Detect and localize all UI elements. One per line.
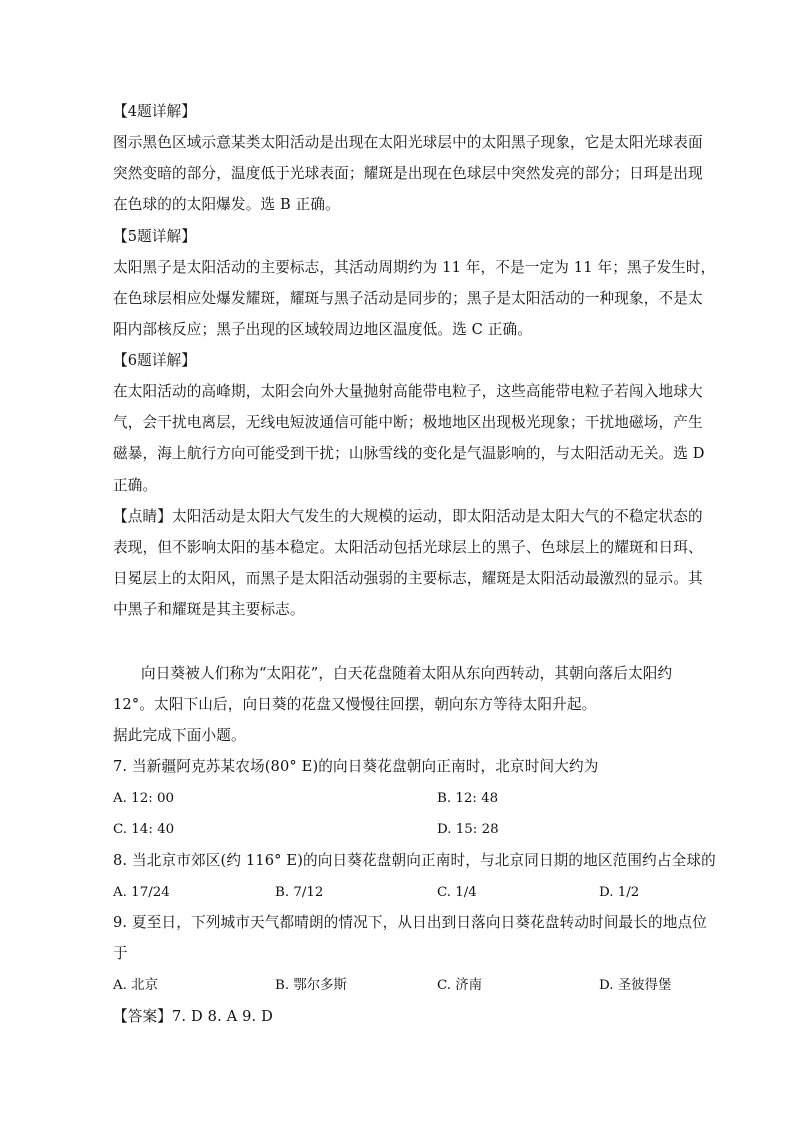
passage-instruction: 据此完成下面小题。 bbox=[113, 727, 246, 744]
note-line-1: 【点睛】太阳活动是太阳大气发生的大规模的运动，即太阳活动是太阳大气的不稳定状态的 bbox=[113, 508, 703, 525]
q6-heading: 【6题详解】 bbox=[113, 352, 197, 369]
q4-heading: 【4题详解】 bbox=[113, 103, 197, 120]
q9-stem-2: 于 bbox=[113, 945, 128, 962]
q8-option-c: C. 1/4 bbox=[437, 885, 477, 900]
q5-heading: 【5题详解】 bbox=[113, 228, 197, 245]
passage-line-1: 向日葵被人们称为“太阳花”，白天花盘随着太阳从东向西转动，其朝向落后太阳约 bbox=[141, 665, 673, 682]
q6-line-3: 磁暴，海上航行方向可能受到干扰；山脉雪线的变化是气温影响的，与太阳活动无关。选 D bbox=[113, 445, 705, 462]
q8-option-a: A. 17/24 bbox=[113, 885, 170, 900]
q9-option-c: C. 济南 bbox=[437, 978, 483, 993]
q9-option-b: B. 鄂尔多斯 bbox=[275, 978, 347, 993]
q5-line-3: 阳内部核反应；黑子出现的区域较周边地区温度低。选 C 正确。 bbox=[113, 321, 532, 338]
note-line-3: 日冕层上的太阳风，而黑子是太阳活动强弱的主要标志，耀斑是太阳活动最激烈的显示。其 bbox=[113, 570, 703, 587]
q9-option-d: D. 圣彼得堡 bbox=[599, 978, 672, 993]
q5-line-1: 太阳黑子是太阳活动的主要标志，其活动周期约为 11 年，不是一定为 11 年；黑子发生时， bbox=[113, 259, 716, 276]
q7-option-c: C. 14: 40 bbox=[113, 822, 175, 837]
q4-line-1: 图示黑色区域示意某类太阳活动是出现在太阳光球层中的太阳黑子现象，它是太阳光球表面 bbox=[113, 134, 703, 151]
q7-option-b: B. 12: 48 bbox=[437, 791, 499, 806]
q9-option-a: A. 北京 bbox=[113, 978, 158, 993]
q7-option-a: A. 12: 00 bbox=[113, 791, 175, 806]
note-line-4: 中黑子和耀斑是其主要标志。 bbox=[113, 601, 305, 618]
q7-stem: 7. 当新疆阿克苏某农场(80° E)的向日葵花盘朝向正南时，北京时间大约为 bbox=[113, 758, 599, 775]
q6-line-2: 气，会干扰电离层，无线电短波通信可能中断；极地地区出现极光现象；干扰地磁场，产生 bbox=[113, 414, 703, 431]
q5-line-2: 在色球层相应处爆发耀斑，耀斑与黑子活动是同步的；黑子是太阳活动的一种现象，不是太 bbox=[113, 290, 703, 307]
q8-stem: 8. 当北京市郊区(约 116° E)的向日葵花盘朝向正南时，与北京同日期的地区范围约占全球的 bbox=[113, 852, 716, 869]
q8-option-d: D. 1/2 bbox=[599, 885, 640, 900]
q6-line-1: 在太阳活动的高峰期，太阳会向外大量抛射高能带电粒子，这些高能带电粒子若闯入地球大 bbox=[113, 383, 703, 400]
q9-stem-1: 9. 夏至日，下列城市天气都晴朗的情况下，从日出到日落向日葵花盘转动时间最长的地点位 bbox=[113, 914, 708, 931]
q4-line-3: 在色球的的太阳爆发。选 B 正确。 bbox=[113, 196, 340, 213]
answer-line: 【答案】7. D 8. A 9. D bbox=[113, 1008, 273, 1025]
q4-line-2: 突然变暗的部分，温度低于光球表面；耀斑是出现在色球层中突然发亮的部分；日珥是出现 bbox=[113, 165, 703, 182]
passage-line-2: 12°。太阳下山后，向日葵的花盘又慢慢往回摆，朝向东方等待太阳升起。 bbox=[113, 696, 597, 713]
q7-option-d: D. 15: 28 bbox=[437, 822, 499, 837]
q8-option-b: B. 7/12 bbox=[275, 885, 324, 900]
note-line-2: 表现，但不影响太阳的基本稳定。太阳活动包括光球层上的黑子、色球层上的耀斑和日珥、 bbox=[113, 539, 703, 556]
q6-line-4: 正确。 bbox=[113, 477, 158, 494]
